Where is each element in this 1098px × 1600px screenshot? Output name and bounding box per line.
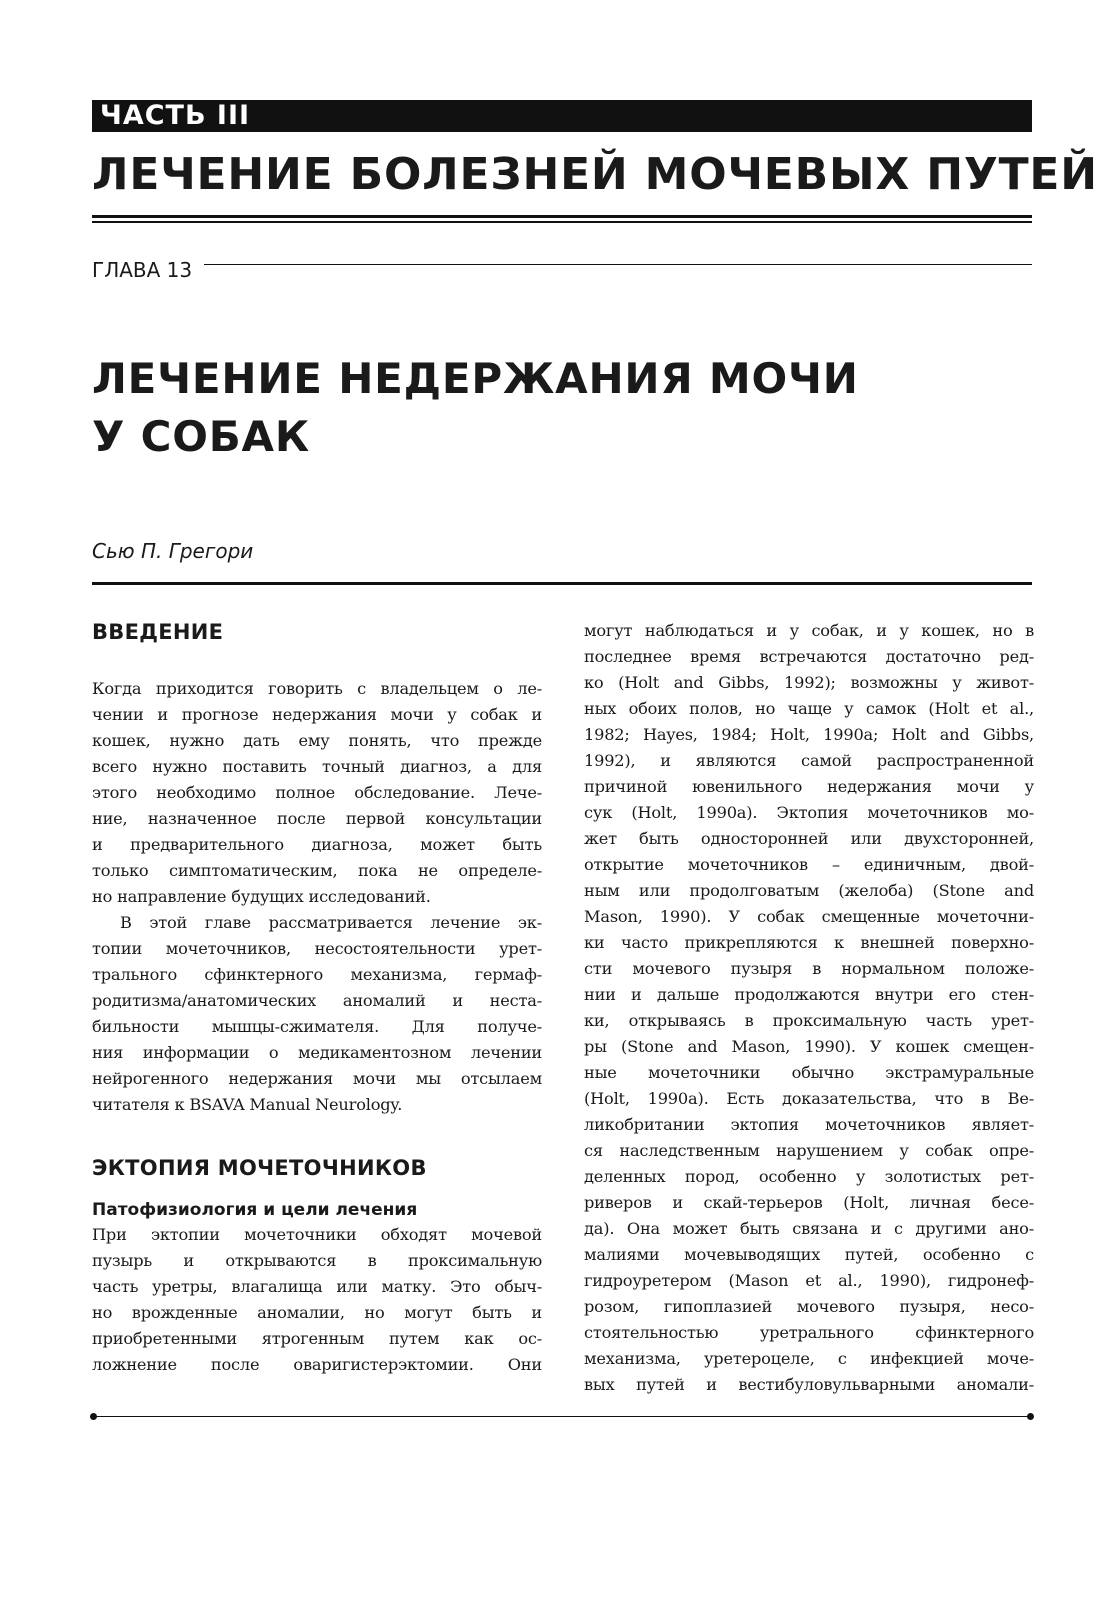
text-line: и предварительного диагноза, может быть	[92, 835, 542, 854]
text-line: жет быть односторонней или двухсторонней,	[584, 829, 1034, 848]
right-column-text	[584, 618, 1034, 1398]
text-line: топии мочеточников, несостоятельности урет-	[92, 939, 542, 958]
text-line: ния информации о медикаментозном лечении	[92, 1043, 542, 1062]
left-column	[92, 618, 542, 1378]
text-line: могут наблюдаться и у собак, и у кошек, но в	[584, 621, 1034, 640]
text-line: ко (Holt and Gibbs, 1992); возможны у живот-	[584, 673, 1034, 692]
text-line: да). Она может быть связана и с другими ано-	[584, 1219, 1034, 1238]
text-line: механизма, уретероцеле, с инфекцией моче-	[584, 1349, 1034, 1368]
chapter-title-line: У СОБАК	[92, 412, 310, 461]
text-line: этого необходимо полное обследование. Лече-	[92, 783, 542, 802]
double-rule-top	[92, 215, 1032, 218]
ectopia-paragraph	[92, 1222, 542, 1378]
chapter-title-line: ЛЕЧЕНИЕ НЕДЕРЖАНИЯ МОЧИ	[92, 354, 859, 403]
text-line: трального сфинктерного механизма, гермаф-	[92, 965, 542, 984]
part-title: ЛЕЧЕНИЕ БОЛЕЗНЕЙ МОЧЕВЫХ ПУТЕЙ	[92, 149, 1098, 200]
text-line: При эктопии мочеточники обходят мочевой	[92, 1225, 542, 1244]
text-line: открытие мочеточников – единичным, двой-	[584, 855, 1034, 874]
text-line: вых путей и вестибуловульварными аномали-	[584, 1375, 1034, 1394]
footer-dot-right	[1027, 1413, 1034, 1420]
text-line: (Holt, 1990a). Есть доказательства, что в Ве-	[584, 1089, 1034, 1108]
text-line: родитизма/анатомических аномалий и неста-	[92, 991, 542, 1010]
text-line: В этой главе рассматривается лечение эк-	[120, 913, 542, 932]
text-line: часть уретры, влагалища или матку. Это обыч-	[92, 1277, 542, 1296]
text-line: ся наследственным нарушением у собак опре-	[584, 1141, 1034, 1160]
intro-paragraph-1	[92, 676, 542, 910]
text-line: нии и дальше продолжаются внутри его стен-	[584, 985, 1034, 1004]
chapter-title	[92, 350, 1032, 466]
footer-rule	[92, 1416, 1032, 1417]
text-line: приобретенными ятрогенным путем как ос-	[92, 1329, 542, 1348]
text-line: гидроуретером (Mason et al., 1990), гидронеф-	[584, 1271, 1034, 1290]
text-line: стоятельностью уретрального сфинктерного	[584, 1323, 1034, 1342]
text-line: последнее время встречаются достаточно ред-	[584, 647, 1034, 666]
text-line: но врожденные аномалии, но могут быть и	[92, 1303, 542, 1322]
text-line: сук (Holt, 1990a). Эктопия мочеточников мо-	[584, 803, 1034, 822]
text-line: ным или продолговатым (желоба) (Stone and	[584, 881, 1034, 900]
text-line: ложнение после оваригистерэктомии. Они	[92, 1355, 542, 1374]
text-line: малиями мочевыводящих путей, особенно с	[584, 1245, 1034, 1264]
chapter-rule	[204, 264, 1032, 265]
part-header-bar	[92, 100, 1032, 132]
section-heading-ectopia: ЭКТОПИЯ МОЧЕТОЧНИКОВ	[92, 1156, 427, 1180]
text-line: но направление будущих исследований.	[92, 887, 431, 906]
text-line: кошек, нужно дать ему понять, что прежде	[92, 731, 542, 750]
text-line: причиной ювенильного недержания мочи у	[584, 777, 1034, 796]
text-line: читателя к BSAVA Manual Neurology.	[92, 1095, 403, 1114]
text-line: пузырь и открываются в проксимальную	[92, 1251, 542, 1270]
text-line: бильности мышцы-сжимателя. Для получе-	[92, 1017, 542, 1036]
footer-dot-left	[90, 1413, 97, 1420]
text-line: нейрогенного недержания мочи мы отсылаем	[92, 1069, 542, 1088]
text-line: сти мочевого пузыря в нормальном положе-	[584, 959, 1034, 978]
text-line: ных обоих полов, но чаще у самок (Holt et al.,	[584, 699, 1034, 718]
text-line: Mason, 1990). У собак смещенные мочеточни-	[584, 907, 1034, 926]
text-line: ние, назначенное после первой консультации	[92, 809, 542, 828]
subsection-heading: Патофизиология и цели лечения	[92, 1200, 418, 1220]
text-line: только симптоматическим, пока не определе-	[92, 861, 542, 880]
intro-paragraph-2	[92, 910, 542, 1118]
author-rule	[92, 582, 1032, 585]
text-line: всего нужно поставить точный диагноз, а для	[92, 757, 542, 776]
text-line: ликобритании эктопия мочеточников являет-	[584, 1115, 1034, 1134]
chapter-row	[92, 257, 1032, 287]
section-heading-intro: ВВЕДЕНИЕ	[92, 620, 224, 644]
text-line: ные мочеточники обычно экстрамуральные	[584, 1063, 1034, 1082]
text-line: Когда приходится говорить с владельцем о ле-	[92, 679, 542, 698]
chapter-label: ГЛАВА 13	[92, 258, 193, 282]
text-line: риверов и скай-терьеров (Holt, личная бесе-	[584, 1193, 1034, 1212]
text-line: чении и прогнозе недержания мочи у собак и	[92, 705, 542, 724]
author: Сью П. Грегори	[92, 539, 254, 563]
text-line: розом, гипоплазией мочевого пузыря, несо-	[584, 1297, 1034, 1316]
text-line: 1992), и являются самой распространенной	[584, 751, 1034, 770]
text-line: 1982; Hayes, 1984; Holt, 1990a; Holt and Gibbs,	[584, 725, 1034, 744]
double-rule-bottom	[92, 221, 1032, 223]
text-line: ки, открываясь в проксимальную часть урет-	[584, 1011, 1034, 1030]
text-line: ры (Stone and Mason, 1990). У кошек смещен-	[584, 1037, 1034, 1056]
part-label: ЧАСТЬ III	[100, 100, 251, 131]
text-line: ки часто прикрепляются к внешней поверхно-	[584, 933, 1034, 952]
right-column	[584, 618, 1034, 1398]
text-line: деленных пород, особенно у золотистых рет-	[584, 1167, 1034, 1186]
